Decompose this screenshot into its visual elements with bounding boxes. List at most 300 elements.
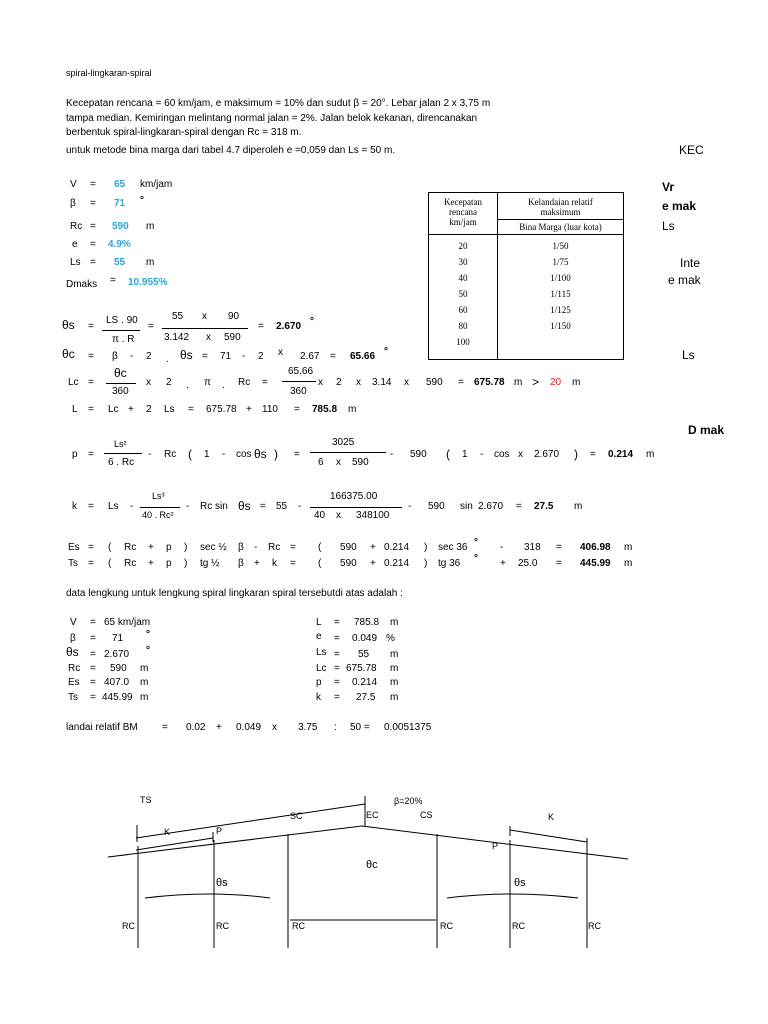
es-lparen: ( bbox=[108, 542, 112, 553]
p-num: Ls² bbox=[114, 439, 127, 449]
intro-line-1: Kecepatan rencana = 60 km/jam, e maksimum = 10% dan sudut β = 20°. Lebar jalan 2 x 3,75 m bbox=[66, 98, 491, 109]
thetas-den-a: 3.142 bbox=[164, 332, 190, 343]
summary-left-unit: ° bbox=[146, 629, 150, 640]
summary-left-sym: Es bbox=[68, 677, 80, 688]
param-sym-ls: Ls bbox=[70, 257, 81, 268]
sketch-thetac: θc bbox=[366, 859, 378, 871]
thetac-minus2: - bbox=[242, 351, 246, 362]
summary-right-sym: Lc bbox=[316, 663, 327, 674]
es-v3: 318 bbox=[524, 542, 541, 553]
k-v3: 2.670 bbox=[478, 501, 504, 512]
lc-eq: = bbox=[88, 377, 94, 388]
ts-plus3: + bbox=[370, 558, 376, 569]
lc-fnum: 65.66 bbox=[288, 366, 314, 377]
es-p: p bbox=[166, 542, 172, 553]
summary-left-unit: m bbox=[140, 692, 149, 703]
thetas-den-x: x bbox=[206, 332, 211, 343]
ts-lparen: ( bbox=[108, 558, 112, 569]
table-cell-slope: 1/100 bbox=[550, 273, 571, 283]
summary-right-unit: m bbox=[390, 692, 399, 703]
param-val-ls: 55 bbox=[114, 257, 126, 268]
k-fden-x: x bbox=[336, 510, 341, 521]
sketch-ec-label: EC bbox=[366, 810, 379, 820]
summary-right-val: 0.214 bbox=[352, 677, 378, 688]
thetac-v2: 2 bbox=[258, 351, 264, 362]
sketch-p-right: P bbox=[492, 841, 499, 851]
lc-unit: m bbox=[514, 377, 523, 388]
lc-eq2: = bbox=[262, 377, 268, 388]
ts-k: k bbox=[272, 558, 277, 569]
thetac-eq2: = bbox=[202, 351, 208, 362]
param-unit-ls: m bbox=[146, 257, 155, 268]
es-deg: ° bbox=[474, 537, 478, 548]
thetac-v3: 2.67 bbox=[300, 351, 320, 362]
l-two: 2 bbox=[146, 404, 152, 415]
landai-v1: 0.02 bbox=[186, 722, 206, 733]
thetas-unit: ° bbox=[310, 316, 314, 327]
p-lparen2: ( bbox=[446, 447, 450, 461]
ts-plus4: + bbox=[500, 558, 506, 569]
l-lhs: L bbox=[72, 404, 78, 415]
summary-left-eq: = bbox=[90, 649, 96, 660]
p-eq2: = bbox=[294, 449, 300, 460]
side-label-dmak: D mak bbox=[688, 423, 725, 437]
thetac-lhs: θc bbox=[62, 347, 75, 361]
summary-right-eq: = bbox=[334, 692, 340, 703]
es-minus2: - bbox=[500, 542, 504, 553]
thetas-num-a: 55 bbox=[172, 311, 184, 322]
p-fden-a: 6 bbox=[318, 457, 324, 468]
p-thetas: θs bbox=[254, 447, 267, 461]
landai-v3: 3.75 bbox=[298, 722, 318, 733]
summary-left-val: 71 bbox=[112, 633, 124, 644]
side-label-emak-2: e mak bbox=[668, 273, 701, 287]
param-sym-rc: Rc bbox=[70, 221, 83, 232]
p-fden-b: 590 bbox=[352, 457, 369, 468]
k-unit: m bbox=[574, 501, 583, 512]
lc-v4: 590 bbox=[426, 377, 443, 388]
summary-left-unit: m bbox=[140, 663, 149, 674]
summary-right-sym: Ls bbox=[316, 647, 327, 658]
side-label-ls-2: Ls bbox=[682, 348, 695, 362]
p-one2: 1 bbox=[462, 449, 468, 460]
sketch-sc-label: SC bbox=[290, 811, 303, 821]
k-thetas: θs bbox=[238, 499, 251, 513]
param-val-dmaks: 10.955% bbox=[128, 277, 168, 288]
k-sin: sin bbox=[460, 501, 473, 512]
landai-div: : bbox=[334, 722, 337, 733]
p-v2: 2.670 bbox=[534, 449, 560, 460]
sketch-rc-label: RC bbox=[440, 921, 453, 931]
l-v1: 675.78 bbox=[206, 404, 237, 415]
table-cell-slope: 1/50 bbox=[552, 241, 569, 251]
k-minus4: - bbox=[408, 501, 412, 512]
thetac-unit: ° bbox=[384, 346, 388, 357]
lc-cmp: 20 bbox=[550, 377, 562, 388]
param-unit-rc: m bbox=[146, 221, 155, 232]
es-rc: Rc bbox=[124, 542, 137, 553]
landai-label: landai relatif BM bbox=[66, 722, 138, 733]
es-minus: - bbox=[254, 542, 258, 553]
summary-right-sym: e bbox=[316, 631, 322, 642]
ts-rparen: ) bbox=[184, 558, 188, 569]
lc-dot2: . bbox=[222, 380, 225, 391]
sketch-thetas-right: θs bbox=[514, 877, 526, 889]
lc-den: 360 bbox=[112, 386, 129, 397]
param-eq-beta: = bbox=[90, 198, 96, 209]
es-lparen2: ( bbox=[318, 542, 322, 553]
table-header-speed-line: Kecepatan bbox=[444, 197, 482, 207]
landai-x: x bbox=[272, 722, 277, 733]
k-lhs: k bbox=[72, 501, 77, 512]
summary-right-sym: L bbox=[316, 617, 322, 628]
es-plus2: + bbox=[370, 542, 376, 553]
ts-eq: = bbox=[88, 558, 94, 569]
thetas-den: π . R bbox=[112, 334, 135, 345]
param-unit-v: km/jam bbox=[140, 179, 173, 190]
side-label-ls: Ls bbox=[662, 219, 675, 233]
lc-result: 675.78 bbox=[474, 377, 505, 388]
param-eq-dmaks: = bbox=[110, 275, 116, 286]
curve-sketch bbox=[0, 780, 768, 960]
landai-result: 0.0051375 bbox=[384, 722, 432, 733]
es-eq2: = bbox=[290, 542, 296, 553]
thetac-dot: . bbox=[166, 354, 169, 365]
sketch-k-right: K bbox=[548, 812, 555, 822]
es-sec: sec ½ bbox=[200, 542, 227, 553]
table-header-speed-line: rencana bbox=[449, 207, 477, 217]
param-eq-e: = bbox=[90, 239, 96, 250]
thetac-two: 2 bbox=[146, 351, 152, 362]
summary-right-sym: k bbox=[316, 692, 321, 703]
lc-rc: Rc bbox=[238, 377, 251, 388]
side-label-vr: Vr bbox=[662, 180, 675, 194]
k-fden-b: 348100 bbox=[356, 510, 390, 521]
intro-line-2: tampa median. Kemiringan melintang normal jalan = 2%. Jalan belok kekanan, direncanakan bbox=[66, 113, 478, 124]
lc-dot1: . bbox=[186, 380, 189, 391]
k-right-line bbox=[510, 830, 587, 842]
param-eq-v: = bbox=[90, 179, 96, 190]
summary-right-unit: m bbox=[390, 617, 399, 628]
ts-p: p bbox=[166, 558, 172, 569]
ts-v1: 590 bbox=[340, 558, 357, 569]
summary-right-unit: m bbox=[390, 677, 399, 688]
thetas-num-x: x bbox=[202, 311, 207, 322]
summary-right-val: 785.8 bbox=[354, 617, 380, 628]
es-plus: + bbox=[148, 542, 154, 553]
lc-x3: x bbox=[356, 377, 361, 388]
l-eq: = bbox=[88, 404, 94, 415]
table-cell-speed: 80 bbox=[429, 315, 498, 331]
ts-unit: m bbox=[624, 558, 633, 569]
table-cell-speed: 20 bbox=[429, 235, 498, 252]
thetas-num-b: 90 bbox=[228, 311, 240, 322]
thetas-lhs: θs bbox=[62, 318, 75, 332]
thetac-v1: 71 bbox=[220, 351, 232, 362]
landai-v4: 50 = bbox=[350, 722, 370, 733]
l-result: 785.8 bbox=[312, 404, 338, 415]
summary-left-unit: m bbox=[140, 677, 149, 688]
p-minus2: - bbox=[222, 449, 226, 460]
es-unit: m bbox=[624, 542, 633, 553]
summary-left-eq: = bbox=[90, 663, 96, 674]
k-v1: 55 bbox=[276, 501, 288, 512]
ts-v3: 25.0 bbox=[518, 558, 538, 569]
p-minus3: - bbox=[390, 449, 394, 460]
summary-left-val: 2.670 bbox=[104, 649, 130, 660]
lc-fden: 360 bbox=[290, 386, 307, 397]
side-label-emak: e mak bbox=[662, 199, 697, 213]
summary-right-eq: = bbox=[334, 617, 340, 628]
summary-right-val: 675.78 bbox=[346, 663, 377, 674]
l-plus2: + bbox=[246, 404, 252, 415]
k-eq: = bbox=[88, 501, 94, 512]
thetac-beta: β bbox=[112, 351, 118, 362]
param-unit-beta: ° bbox=[140, 195, 144, 206]
summary-right-unit: % bbox=[386, 633, 395, 644]
l-lc: Lc bbox=[108, 404, 119, 415]
summary-left-sym: β bbox=[70, 633, 76, 644]
lc-v3: 3.14 bbox=[372, 377, 392, 388]
summary-right-eq: = bbox=[334, 649, 340, 660]
ts-beta: β bbox=[238, 558, 244, 569]
p-minus: - bbox=[148, 449, 152, 460]
k-v2: 590 bbox=[428, 501, 445, 512]
thetac-thetas: θs bbox=[180, 348, 193, 362]
lc-gt: > bbox=[532, 375, 540, 389]
summary-right-val: 0.049 bbox=[352, 633, 378, 644]
k-den: 40 . Rc² bbox=[142, 510, 174, 520]
spiral-line-left bbox=[136, 804, 365, 838]
es-eq3: = bbox=[556, 542, 562, 553]
summary-right-val: 27.5 bbox=[356, 692, 376, 703]
thetas-arc-right bbox=[447, 894, 578, 898]
es-v1: 590 bbox=[340, 542, 357, 553]
es-beta: β bbox=[238, 542, 244, 553]
param-val-rc: 590 bbox=[112, 221, 129, 232]
table-cell-slope: 1/150 bbox=[550, 321, 571, 331]
summary-left-sym: Rc bbox=[68, 663, 81, 674]
summary-right-unit: m bbox=[390, 663, 399, 674]
table-cell-slope: 1/75 bbox=[552, 257, 569, 267]
ts-result: 445.99 bbox=[580, 558, 611, 569]
k-ls: Ls bbox=[108, 501, 119, 512]
summary-right-eq: = bbox=[334, 633, 340, 644]
sketch-rc-label: RC bbox=[512, 921, 525, 931]
p-rc: Rc bbox=[164, 449, 177, 460]
es-rc2: Rc bbox=[268, 542, 281, 553]
summary-left-val: 65 km/jam bbox=[104, 617, 151, 628]
table-cell-speed: 60 bbox=[429, 299, 498, 315]
k-minus: - bbox=[130, 501, 134, 512]
thetac-eq3: = bbox=[330, 351, 336, 362]
param-val-beta: 71 bbox=[114, 198, 126, 209]
k-minus2: - bbox=[186, 501, 190, 512]
summary-left-sym: θs bbox=[66, 645, 79, 659]
summary-left-sym: V bbox=[70, 617, 77, 628]
summary-left-val: 407.0 bbox=[104, 677, 130, 688]
table-header-slope-line: maksimum bbox=[540, 207, 581, 217]
thetac-result: 65.66 bbox=[350, 351, 376, 362]
landai-eq: = bbox=[162, 722, 168, 733]
slope-table bbox=[428, 192, 624, 360]
es-sec2: sec 36 bbox=[438, 542, 468, 553]
summary-left-eq: = bbox=[90, 617, 96, 628]
sketch-beta-label: β=20% bbox=[394, 796, 423, 806]
table-cell-speed: 30 bbox=[429, 251, 498, 267]
p-rparen: ) bbox=[274, 447, 278, 461]
param-sym-e: e bbox=[72, 239, 78, 250]
lc-eq3: = bbox=[458, 377, 464, 388]
table-cell-slope: 1/125 bbox=[550, 305, 571, 315]
sketch-rc-label: RC bbox=[292, 921, 305, 931]
summary-left-eq: = bbox=[90, 692, 96, 703]
table-cell-slope bbox=[498, 331, 624, 360]
es-eq: = bbox=[88, 542, 94, 553]
l-v2: 110 bbox=[262, 404, 278, 415]
table-header-slope bbox=[498, 193, 624, 220]
ts-deg: ° bbox=[474, 553, 478, 564]
p-cos2: cos bbox=[494, 449, 510, 460]
param-sym-beta: β bbox=[70, 198, 76, 209]
summary-right-sym: p bbox=[316, 677, 322, 688]
sketch-thetas-left: θs bbox=[216, 877, 228, 889]
table-cell-slope: 1/115 bbox=[550, 289, 571, 299]
lc-two: 2 bbox=[166, 377, 172, 388]
sketch-cs-label: CS bbox=[420, 810, 433, 820]
summary-left-sym: Ts bbox=[68, 692, 78, 703]
lc-x1: x bbox=[146, 377, 151, 388]
summary-left-val: 590 bbox=[110, 663, 127, 674]
param-eq-ls: = bbox=[90, 257, 96, 268]
thetas-den-b: 590 bbox=[224, 332, 241, 343]
sketch-k-left: K bbox=[164, 827, 171, 837]
summary-title: data lengkung untuk lengkung spiral lingkaran spiral tersebutdi atas adalah : bbox=[66, 588, 403, 599]
thetas-num: LS . 90 bbox=[106, 315, 138, 326]
summary-right-eq: = bbox=[334, 677, 340, 688]
ts-rparen2: ) bbox=[424, 558, 428, 569]
p-minus4: - bbox=[480, 449, 484, 460]
document-heading: spiral-lingkaran-spiral bbox=[66, 68, 152, 78]
thetas-eq2: = bbox=[148, 321, 154, 332]
p-eq3: = bbox=[590, 449, 596, 460]
ts-v2: 0.214 bbox=[384, 558, 410, 569]
lc-unit2: m bbox=[572, 377, 581, 388]
summary-right-unit: m bbox=[390, 649, 399, 660]
p-lparen: ( bbox=[188, 447, 192, 461]
l-plus: + bbox=[128, 404, 134, 415]
lc-x4: x bbox=[404, 377, 409, 388]
ts-lparen2: ( bbox=[318, 558, 322, 569]
sketch-p-left: P bbox=[216, 826, 223, 836]
thetas-arc-left bbox=[145, 894, 270, 898]
ts-eq3: = bbox=[556, 558, 562, 569]
l-eq2: = bbox=[188, 404, 194, 415]
p-fnum: 3025 bbox=[332, 437, 355, 448]
intro-line-3: berbentuk spiral-lingkaran-spiral dengan Rc = 318 m. bbox=[66, 127, 302, 138]
thetac-eq: = bbox=[88, 351, 94, 362]
sketch-rc-label: RC bbox=[588, 921, 601, 931]
table-header-speed bbox=[429, 193, 498, 235]
lc-pi: π bbox=[204, 377, 211, 388]
landai-plus: + bbox=[216, 722, 222, 733]
thetas-eq3: = bbox=[258, 321, 264, 332]
param-eq-rc: = bbox=[90, 221, 96, 232]
summary-left-eq: = bbox=[90, 633, 96, 644]
k-num: Ls³ bbox=[152, 491, 165, 501]
p-lhs: p bbox=[72, 449, 78, 460]
sketch-rc-label: RC bbox=[216, 921, 229, 931]
lc-num: θc bbox=[114, 366, 127, 380]
ts-rc: Rc bbox=[124, 558, 137, 569]
l-eq3: = bbox=[294, 404, 300, 415]
p-one: 1 bbox=[204, 449, 210, 460]
sketch-ts-label: TS bbox=[140, 795, 152, 805]
table-cell-speed: 50 bbox=[429, 283, 498, 299]
k-minus3: - bbox=[298, 501, 302, 512]
p-cos: cos bbox=[236, 449, 252, 460]
p-den: 6 . Rc bbox=[108, 457, 135, 468]
p-fden-x: x bbox=[336, 457, 341, 468]
k-fden-a: 40 bbox=[314, 510, 326, 521]
es-rparen: ) bbox=[184, 542, 188, 553]
param-sym-v: V bbox=[70, 179, 77, 190]
thetas-result: 2.670 bbox=[276, 321, 302, 332]
ts-plus2: + bbox=[254, 558, 260, 569]
table-cell-speed: 100 bbox=[429, 331, 498, 360]
es-v2: 0.214 bbox=[384, 542, 410, 553]
ts-tg2: tg 36 bbox=[438, 558, 461, 569]
table-header-speed-line: km/jam bbox=[449, 217, 477, 227]
lc-lhs: Lc bbox=[68, 377, 79, 388]
p-x: x bbox=[518, 449, 523, 460]
ts-tg: tg ½ bbox=[200, 558, 220, 569]
summary-right-eq: = bbox=[334, 663, 340, 674]
ts-lhs: Ts bbox=[68, 558, 78, 569]
param-val-e: 4.9% bbox=[108, 239, 131, 250]
thetas-eq: = bbox=[88, 321, 94, 332]
table-header-slope-line: Kelandaian relatif bbox=[528, 197, 593, 207]
k-result: 27.5 bbox=[534, 501, 554, 512]
p-result: 0.214 bbox=[608, 449, 634, 460]
es-rparen2: ) bbox=[424, 542, 428, 553]
road-left-tangent bbox=[108, 826, 362, 857]
ts-eq2: = bbox=[290, 558, 296, 569]
p-v1: 590 bbox=[410, 449, 427, 460]
lc-v2: 2 bbox=[336, 377, 342, 388]
l-unit: m bbox=[348, 404, 357, 415]
param-val-v: 65 bbox=[114, 179, 126, 190]
sketch-rc-label: RC bbox=[122, 921, 135, 931]
p-unit: m bbox=[646, 449, 655, 460]
param-sym-dmaks: Dmaks bbox=[66, 279, 98, 290]
table-cell-speed: 40 bbox=[429, 267, 498, 283]
thetac-minus: - bbox=[130, 351, 134, 362]
es-lhs: Es bbox=[68, 542, 80, 553]
lc-x2: x bbox=[318, 377, 323, 388]
summary-right-val: 55 bbox=[358, 649, 370, 660]
p-eq: = bbox=[88, 449, 94, 460]
l-ls: Ls bbox=[164, 404, 175, 415]
side-label-kec: KEC bbox=[679, 143, 704, 157]
k-rcsin: Rc sin bbox=[200, 501, 228, 512]
es-result: 406.98 bbox=[580, 542, 611, 553]
summary-left-eq: = bbox=[90, 677, 96, 688]
p-rparen2: ) bbox=[574, 447, 578, 461]
intro-line-4: untuk metode bina marga dari tabel 4.7 diperoleh e =0,059 dan Ls = 50 m. bbox=[66, 145, 396, 156]
summary-left-val: 445.99 bbox=[102, 692, 133, 703]
landai-v2: 0.049 bbox=[236, 722, 262, 733]
